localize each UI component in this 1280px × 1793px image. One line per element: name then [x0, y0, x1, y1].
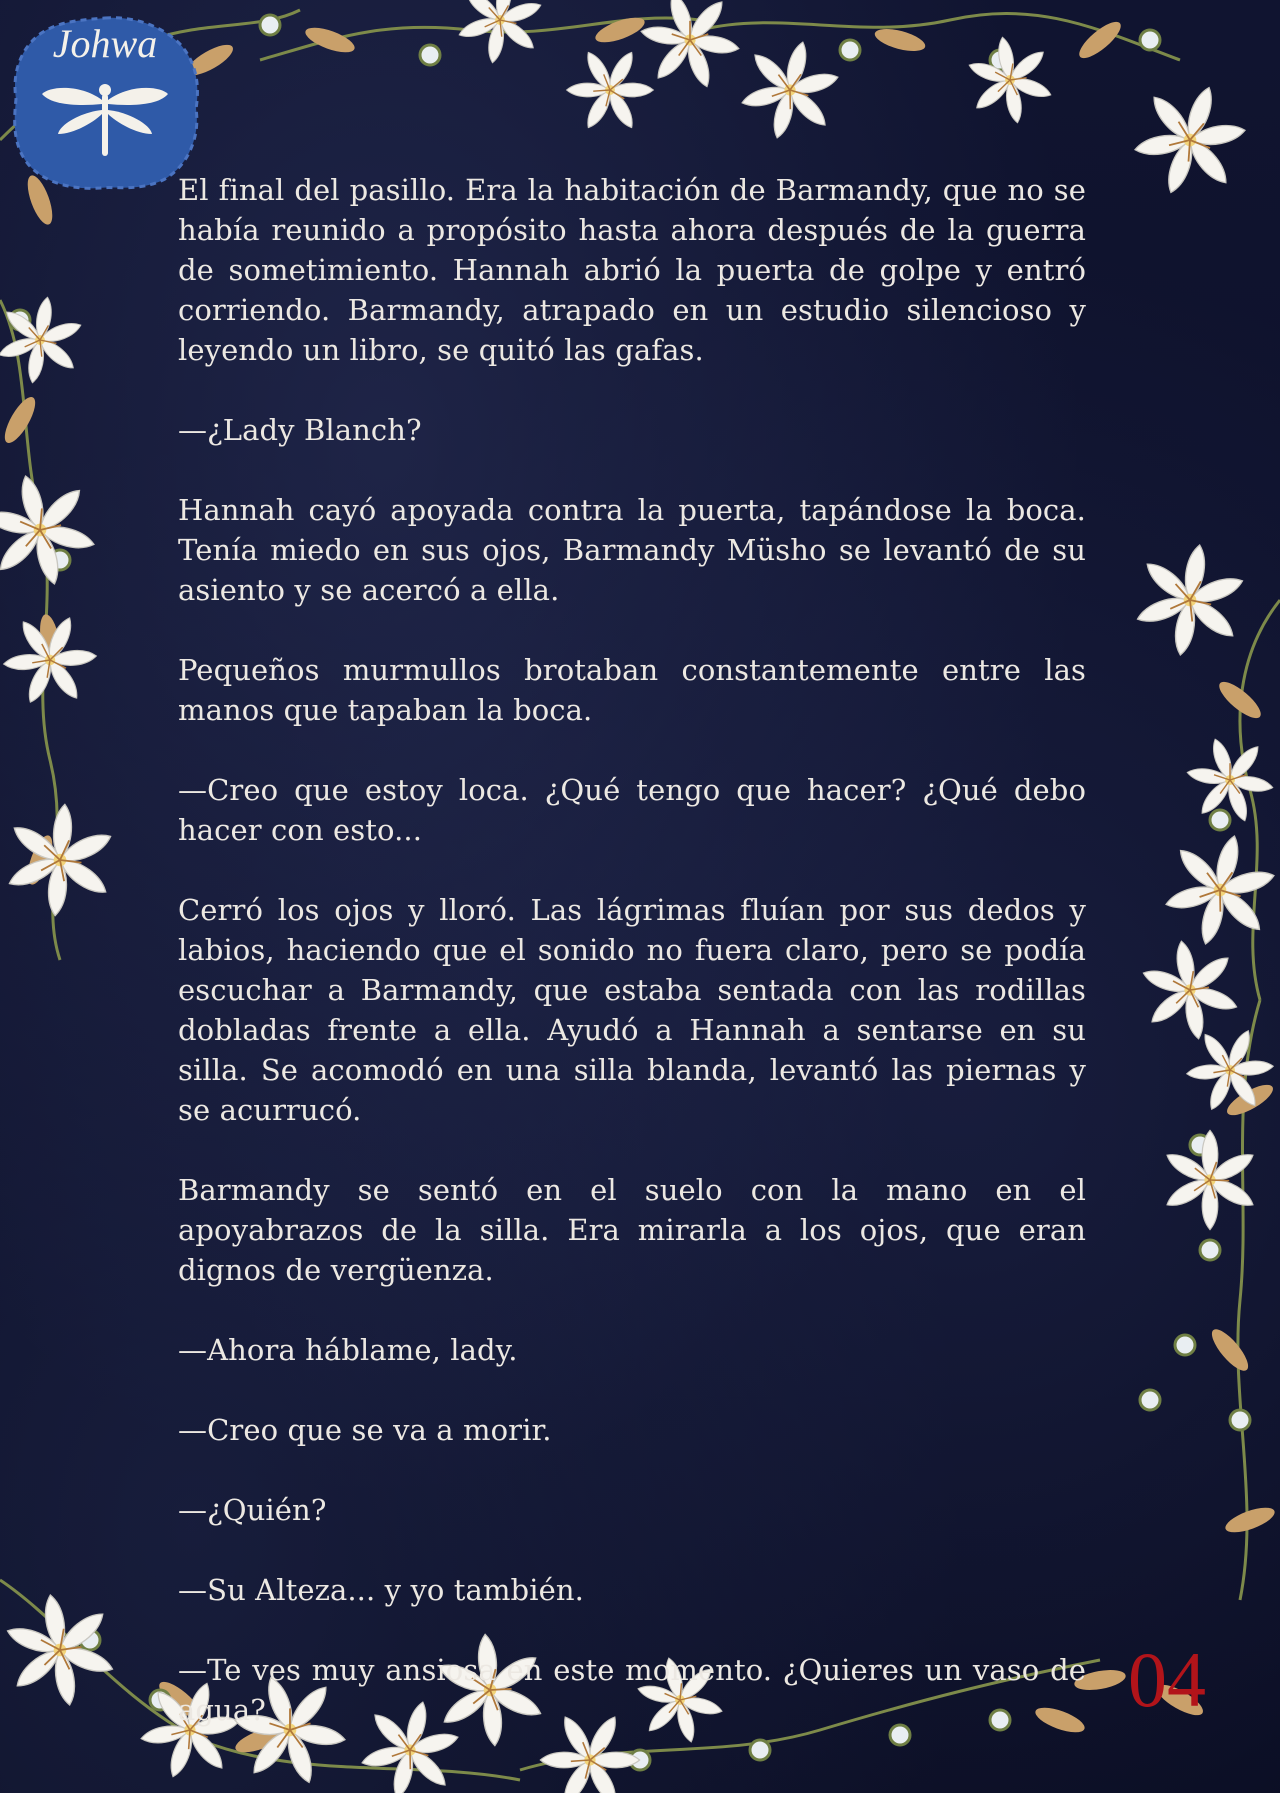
lily-flower [0, 599, 109, 720]
lily-flower [1128, 536, 1251, 664]
leaf [1222, 1503, 1277, 1538]
flower-bud [1230, 1410, 1250, 1430]
lily-flower [732, 30, 848, 150]
lily-flower [452, 0, 548, 70]
story-paragraph: —Te ves muy ansiosa en este momento. ¿Quieres un vaso de agua? [178, 1653, 1086, 1727]
lily-flower [1135, 933, 1245, 1047]
story-paragraph: —Creo que estoy loca. ¿Qué tengo que hacer? ¿Qué debo hacer con esto... [178, 773, 1086, 847]
flower-bud [1140, 1390, 1160, 1410]
flower-bud [1140, 30, 1160, 50]
flower-bud [1200, 1240, 1220, 1260]
flower-bud [260, 15, 280, 35]
story-paragraph: Barmandy se sentó en el suelo con la mano en el apoyabrazos de la silla. Era mirarla a los ojos, que eran dignos de vergüenza. [178, 1173, 1086, 1287]
lily-flower [1155, 822, 1280, 957]
lily-flower [962, 30, 1058, 130]
leaf [0, 393, 41, 447]
lily-flower [1121, 70, 1258, 211]
leaf [302, 23, 357, 58]
story-paragraph: El final del pasillo. Era la habitación de Barmandy, que no se había reunido a propósito hasta ahora después de la guerra de sometimiento. Hannah abrió la puerta de golpe y entró corriendo. Barmandy, atrapado en un estudio silencioso y leyendo un libro, se quitó las gafas. [178, 173, 1086, 367]
flower-bud [1210, 810, 1230, 830]
vine-stem [1240, 600, 1280, 1000]
leaf [1206, 1324, 1253, 1375]
flower-bud [420, 45, 440, 65]
lily-flower [553, 32, 667, 148]
story-paragraph: Cerró los ojos y lloró. Las lágrimas fluían por sus dedos y labios, haciendo que el sonido no fuera claro, pero se podía escuchar a Barmandy, que estaba sentada con las rodillas dobladas frente a ella. Ayudó a Hannah a sentarse en su silla. Se acomodó en una silla blanda, levantó las piernas y se acurrucó. [178, 893, 1086, 1127]
story-paragraph: —¿Lady Blanch? [178, 413, 422, 447]
flower-bud [840, 40, 860, 60]
page-number: 04 [1128, 1636, 1206, 1723]
flower-bud [1175, 1335, 1195, 1355]
lily-flower [0, 462, 105, 597]
story-paragraph: Pequeños murmullos brotaban constantemente entre las manos que tapaban la boca. [178, 653, 1086, 727]
johwa-logo-badge [10, 14, 200, 190]
story-paragraph: —Creo que se va a morir. [178, 1413, 552, 1447]
lily-flower [1174, 1013, 1280, 1126]
lily-flower [0, 1586, 122, 1714]
story-paragraph: Hannah cayó apoyada contra la puerta, tapándose la boca. Tenía miedo en sus ojos, Barmandy Müsho se levantó de su asiento y se acercó a ella. [178, 493, 1086, 607]
story-paragraph: —¿Quién? [178, 1493, 327, 1527]
story-text [178, 170, 1086, 1730]
story-paragraph: —Ahora háblame, lady. [178, 1333, 518, 1367]
story-paragraph: —Su Alteza... y yo también. [178, 1573, 584, 1607]
lily-flower [3, 800, 118, 920]
logo-text: Johwa [52, 21, 158, 66]
flower-bud [750, 1740, 770, 1760]
leaf [873, 25, 928, 56]
